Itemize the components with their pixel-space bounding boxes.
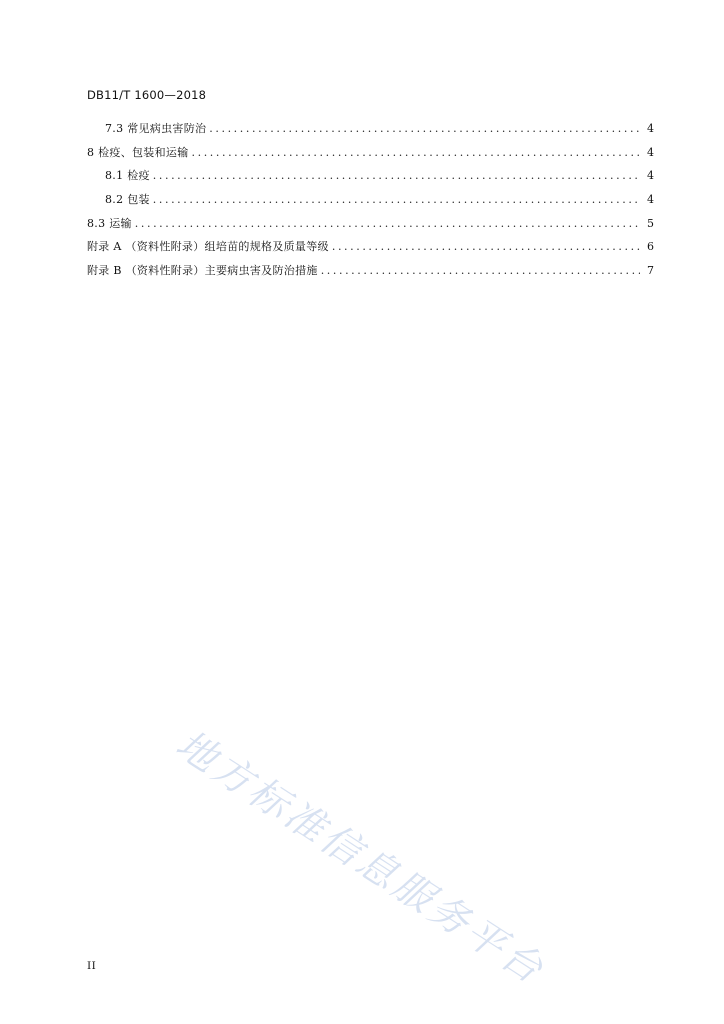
toc-page-number: 7 <box>647 264 654 277</box>
toc-leader-dots <box>192 146 641 160</box>
toc-entry-title: 附录 A （资料性附录）组培苗的规格及质量等级 <box>87 240 329 253</box>
toc-entry-8-3[interactable] <box>87 217 654 231</box>
toc-leader-dots <box>135 217 640 231</box>
toc-entry-title: 8 检疫、包装和运输 <box>87 146 189 159</box>
toc-entry-title: 7.3 常见病虫害防治 <box>105 122 207 135</box>
page-number: II <box>87 960 97 972</box>
toc-page-number: 4 <box>647 169 654 182</box>
toc-entry-8[interactable] <box>87 146 654 160</box>
toc-entry-title: 8.1 检疫 <box>105 169 150 182</box>
toc-page-number: 4 <box>647 122 654 135</box>
toc-page-number: 6 <box>647 240 654 253</box>
toc-page-number: 4 <box>647 193 654 206</box>
toc-leader-dots <box>332 240 640 254</box>
toc-entry-title: 8.3 运输 <box>87 217 132 230</box>
toc-entry-8-2[interactable] <box>105 193 654 207</box>
document-code: DB11/T 1600—2018 <box>87 88 207 102</box>
toc-entry-8-1[interactable] <box>105 169 654 183</box>
toc-leader-dots <box>321 264 640 278</box>
toc-entry-title: 附录 B （资料性附录）主要病虫害及防治措施 <box>87 264 318 277</box>
watermark-text: 地方标准信息服务平台 <box>167 722 553 995</box>
toc-entry-7-3[interactable] <box>105 122 654 136</box>
toc-entry-title: 8.2 包装 <box>105 193 150 206</box>
toc-entry-appendix-b[interactable] <box>87 264 654 278</box>
toc-page-number: 4 <box>647 146 654 159</box>
toc-leader-dots <box>153 169 640 183</box>
toc-leader-dots <box>153 193 640 207</box>
toc-entry-appendix-a[interactable] <box>87 240 654 254</box>
toc-leader-dots <box>209 122 640 136</box>
toc-page-number: 5 <box>647 217 654 230</box>
